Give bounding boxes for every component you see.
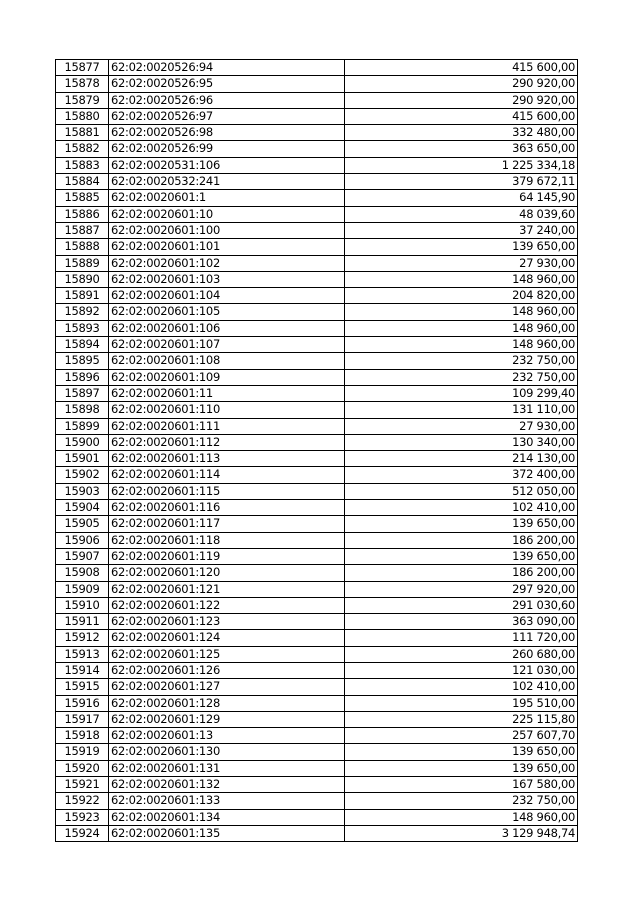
cadastral-value-cell: 102 410,00 [345, 500, 578, 516]
cadastral-number-cell: 62:02:0020601:110 [109, 402, 345, 418]
row-number-cell: 15904 [56, 500, 109, 516]
cadastral-value-cell: 225 115,80 [345, 711, 578, 727]
cadastral-number-cell: 62:02:0020601:107 [109, 337, 345, 353]
row-number-cell: 15901 [56, 451, 109, 467]
cadastral-number-cell: 62:02:0020601:120 [109, 565, 345, 581]
cadastral-number-cell: 62:02:0020601:109 [109, 369, 345, 385]
cadastral-number-cell: 62:02:0020601:112 [109, 434, 345, 450]
row-number-cell: 15920 [56, 760, 109, 776]
table-row [56, 793, 578, 809]
table-row [56, 418, 578, 434]
cadastral-value-cell: 139 650,00 [345, 516, 578, 532]
table-row [56, 825, 578, 841]
row-number-cell: 15887 [56, 222, 109, 238]
row-number-cell: 15892 [56, 304, 109, 320]
cadastral-value-cell: 3 129 948,74 [345, 825, 578, 841]
table-row [56, 60, 578, 76]
cadastral-value-cell: 415 600,00 [345, 60, 578, 76]
table-row [56, 190, 578, 206]
cadastral-number-cell: 62:02:0020601:10 [109, 206, 345, 222]
table-row [56, 532, 578, 548]
cadastral-number-cell: 62:02:0020526:97 [109, 108, 345, 124]
row-number-cell: 15908 [56, 565, 109, 581]
cadastral-number-cell: 62:02:0020601:104 [109, 288, 345, 304]
cadastral-value-cell: 291 030,60 [345, 597, 578, 613]
cadastral-value-cell: 102 410,00 [345, 679, 578, 695]
table-row [56, 157, 578, 173]
cadastral-number-cell: 62:02:0020601:123 [109, 614, 345, 630]
cadastral-value-cell: 290 920,00 [345, 92, 578, 108]
cadastral-number-cell: 62:02:0020526:96 [109, 92, 345, 108]
cadastral-value-table [55, 59, 578, 842]
cadastral-value-cell: 139 650,00 [345, 239, 578, 255]
cadastral-value-cell: 195 510,00 [345, 695, 578, 711]
cadastral-number-cell: 62:02:0020601:121 [109, 581, 345, 597]
cadastral-number-cell: 62:02:0020601:127 [109, 679, 345, 695]
cadastral-value-cell: 1 225 334,18 [345, 157, 578, 173]
table-row [56, 385, 578, 401]
table-row [56, 581, 578, 597]
row-number-cell: 15911 [56, 614, 109, 630]
cadastral-value-cell: 260 680,00 [345, 646, 578, 662]
table-row [56, 92, 578, 108]
row-number-cell: 15881 [56, 125, 109, 141]
cadastral-value-cell: 48 039,60 [345, 206, 578, 222]
cadastral-value-cell: 131 110,00 [345, 402, 578, 418]
table-row [56, 125, 578, 141]
row-number-cell: 15909 [56, 581, 109, 597]
row-number-cell: 15880 [56, 108, 109, 124]
cadastral-value-cell: 167 580,00 [345, 777, 578, 793]
cadastral-number-cell: 62:02:0020601:130 [109, 744, 345, 760]
table-row [56, 369, 578, 385]
cadastral-value-cell: 148 960,00 [345, 271, 578, 287]
cadastral-number-cell: 62:02:0020601:114 [109, 467, 345, 483]
cadastral-value-cell: 121 030,00 [345, 662, 578, 678]
table-row [56, 402, 578, 418]
table-row [56, 288, 578, 304]
cadastral-number-cell: 62:02:0020601:116 [109, 500, 345, 516]
table-row [56, 206, 578, 222]
table-row [56, 337, 578, 353]
cadastral-number-cell: 62:02:0020601:103 [109, 271, 345, 287]
row-number-cell: 15889 [56, 255, 109, 271]
table-row [56, 222, 578, 238]
table-row [56, 108, 578, 124]
cadastral-value-cell: 232 750,00 [345, 353, 578, 369]
table-row [56, 500, 578, 516]
table-row [56, 353, 578, 369]
cadastral-number-cell: 62:02:0020601:111 [109, 418, 345, 434]
cadastral-number-cell: 62:02:0020601:113 [109, 451, 345, 467]
cadastral-number-cell: 62:02:0020601:108 [109, 353, 345, 369]
table-row [56, 320, 578, 336]
row-number-cell: 15884 [56, 174, 109, 190]
row-number-cell: 15907 [56, 548, 109, 564]
table-row [56, 76, 578, 92]
row-number-cell: 15902 [56, 467, 109, 483]
row-number-cell: 15882 [56, 141, 109, 157]
cadastral-value-cell: 257 607,70 [345, 728, 578, 744]
cadastral-number-cell: 62:02:0020526:95 [109, 76, 345, 92]
row-number-cell: 15886 [56, 206, 109, 222]
cadastral-number-cell: 62:02:0020526:98 [109, 125, 345, 141]
table-row [56, 548, 578, 564]
table-row [56, 141, 578, 157]
row-number-cell: 15888 [56, 239, 109, 255]
table-row [56, 614, 578, 630]
row-number-cell: 15898 [56, 402, 109, 418]
cadastral-number-cell: 62:02:0020601:133 [109, 793, 345, 809]
row-number-cell: 15916 [56, 695, 109, 711]
row-number-cell: 15897 [56, 385, 109, 401]
cadastral-number-cell: 62:02:0020601:102 [109, 255, 345, 271]
cadastral-number-cell: 62:02:0020601:101 [109, 239, 345, 255]
cadastral-number-cell: 62:02:0020601:119 [109, 548, 345, 564]
table-row [56, 809, 578, 825]
cadastral-number-cell: 62:02:0020601:134 [109, 809, 345, 825]
row-number-cell: 15910 [56, 597, 109, 613]
row-number-cell: 15906 [56, 532, 109, 548]
row-number-cell: 15923 [56, 809, 109, 825]
table-row [56, 467, 578, 483]
cadastral-value-cell: 512 050,00 [345, 483, 578, 499]
row-number-cell: 15877 [56, 60, 109, 76]
cadastral-number-cell: 62:02:0020601:106 [109, 320, 345, 336]
cadastral-value-cell: 139 650,00 [345, 548, 578, 564]
table-row [56, 516, 578, 532]
cadastral-number-cell: 62:02:0020601:118 [109, 532, 345, 548]
cadastral-value-cell: 37 240,00 [345, 222, 578, 238]
table-row [56, 630, 578, 646]
row-number-cell: 15919 [56, 744, 109, 760]
cadastral-value-cell: 232 750,00 [345, 793, 578, 809]
table-row [56, 565, 578, 581]
row-number-cell: 15894 [56, 337, 109, 353]
row-number-cell: 15922 [56, 793, 109, 809]
cadastral-value-cell: 111 720,00 [345, 630, 578, 646]
cadastral-number-cell: 62:02:0020526:99 [109, 141, 345, 157]
table-row [56, 679, 578, 695]
table-row [56, 662, 578, 678]
cadastral-value-cell: 109 299,40 [345, 385, 578, 401]
row-number-cell: 15912 [56, 630, 109, 646]
cadastral-value-cell: 363 090,00 [345, 614, 578, 630]
cadastral-value-cell: 232 750,00 [345, 369, 578, 385]
cadastral-value-cell: 130 340,00 [345, 434, 578, 450]
cadastral-number-cell: 62:02:0020601:13 [109, 728, 345, 744]
table-row [56, 304, 578, 320]
table-row [56, 695, 578, 711]
row-number-cell: 15905 [56, 516, 109, 532]
table-row [56, 597, 578, 613]
cadastral-value-cell: 372 400,00 [345, 467, 578, 483]
row-number-cell: 15883 [56, 157, 109, 173]
cadastral-value-cell: 148 960,00 [345, 320, 578, 336]
cadastral-number-cell: 62:02:0020601:131 [109, 760, 345, 776]
table-body [56, 60, 578, 842]
cadastral-value-cell: 379 672,11 [345, 174, 578, 190]
cadastral-value-cell: 27 930,00 [345, 418, 578, 434]
cadastral-value-cell: 148 960,00 [345, 337, 578, 353]
cadastral-number-cell: 62:02:0020601:105 [109, 304, 345, 320]
cadastral-number-cell: 62:02:0020601:124 [109, 630, 345, 646]
cadastral-value-cell: 297 920,00 [345, 581, 578, 597]
cadastral-number-cell: 62:02:0020601:1 [109, 190, 345, 206]
cadastral-value-cell: 148 960,00 [345, 304, 578, 320]
row-number-cell: 15899 [56, 418, 109, 434]
cadastral-value-cell: 186 200,00 [345, 565, 578, 581]
row-number-cell: 15913 [56, 646, 109, 662]
cadastral-number-cell: 62:02:0020532:241 [109, 174, 345, 190]
table-row [56, 271, 578, 287]
cadastral-value-cell: 27 930,00 [345, 255, 578, 271]
row-number-cell: 15878 [56, 76, 109, 92]
row-number-cell: 15879 [56, 92, 109, 108]
row-number-cell: 15891 [56, 288, 109, 304]
cadastral-value-cell: 363 650,00 [345, 141, 578, 157]
cadastral-number-cell: 62:02:0020601:117 [109, 516, 345, 532]
cadastral-number-cell: 62:02:0020601:115 [109, 483, 345, 499]
cadastral-number-cell: 62:02:0020601:128 [109, 695, 345, 711]
cadastral-number-cell: 62:02:0020601:126 [109, 662, 345, 678]
cadastral-value-cell: 290 920,00 [345, 76, 578, 92]
cadastral-number-cell: 62:02:0020526:94 [109, 60, 345, 76]
cadastral-number-cell: 62:02:0020601:135 [109, 825, 345, 841]
cadastral-value-cell: 148 960,00 [345, 809, 578, 825]
table-row [56, 174, 578, 190]
row-number-cell: 15914 [56, 662, 109, 678]
table-row [56, 483, 578, 499]
table-row [56, 434, 578, 450]
row-number-cell: 15903 [56, 483, 109, 499]
table-row [56, 760, 578, 776]
cadastral-value-cell: 186 200,00 [345, 532, 578, 548]
table-row [56, 451, 578, 467]
row-number-cell: 15915 [56, 679, 109, 695]
table-row [56, 255, 578, 271]
row-number-cell: 15885 [56, 190, 109, 206]
table-row [56, 777, 578, 793]
table-row [56, 239, 578, 255]
cadastral-number-cell: 62:02:0020601:129 [109, 711, 345, 727]
row-number-cell: 15917 [56, 711, 109, 727]
cadastral-value-cell: 214 130,00 [345, 451, 578, 467]
table-row [56, 711, 578, 727]
cadastral-value-cell: 204 820,00 [345, 288, 578, 304]
cadastral-value-cell: 332 480,00 [345, 125, 578, 141]
cadastral-value-cell: 64 145,90 [345, 190, 578, 206]
cadastral-number-cell: 62:02:0020531:106 [109, 157, 345, 173]
table-row [56, 728, 578, 744]
table-row [56, 744, 578, 760]
row-number-cell: 15890 [56, 271, 109, 287]
cadastral-value-cell: 415 600,00 [345, 108, 578, 124]
cadastral-number-cell: 62:02:0020601:100 [109, 222, 345, 238]
row-number-cell: 15895 [56, 353, 109, 369]
cadastral-number-cell: 62:02:0020601:132 [109, 777, 345, 793]
cadastral-number-cell: 62:02:0020601:122 [109, 597, 345, 613]
row-number-cell: 15896 [56, 369, 109, 385]
row-number-cell: 15900 [56, 434, 109, 450]
row-number-cell: 15893 [56, 320, 109, 336]
row-number-cell: 15918 [56, 728, 109, 744]
row-number-cell: 15921 [56, 777, 109, 793]
cadastral-value-cell: 139 650,00 [345, 744, 578, 760]
cadastral-number-cell: 62:02:0020601:125 [109, 646, 345, 662]
table-row [56, 646, 578, 662]
cadastral-value-cell: 139 650,00 [345, 760, 578, 776]
row-number-cell: 15924 [56, 825, 109, 841]
cadastral-number-cell: 62:02:0020601:11 [109, 385, 345, 401]
